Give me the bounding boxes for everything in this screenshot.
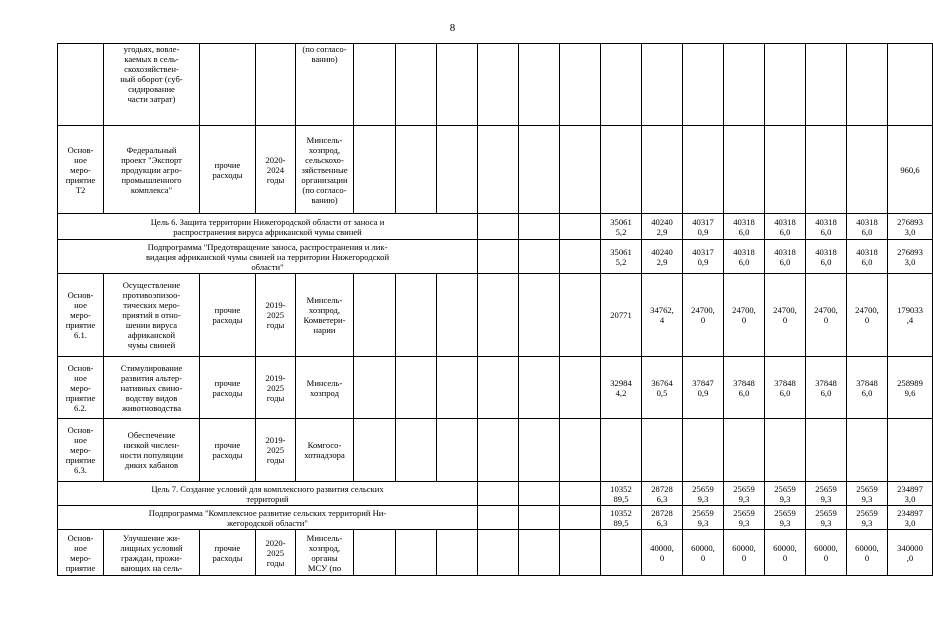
measure-code: Основ- ное меро- приятие (58, 530, 104, 576)
expense-type: прочие расходы (200, 530, 256, 576)
measure-name: Федеральный проект "Экспорт продукции агро- промышленного комплекса" (104, 126, 200, 214)
subprogram-heading: Подпрограмма "Комплексное развитие сельских территорий Ни- жегородской области" (58, 506, 478, 530)
value-cell: 24700, 0 (847, 274, 888, 357)
value-cell: 36764 0,5 (642, 357, 683, 419)
value-cell (806, 126, 847, 214)
value-cell: 40240 2,9 (642, 214, 683, 240)
measure-name: Осуществление противоэпизоо- тических меро- приятий в отно- шении вируса африканской чумы свиней (104, 274, 200, 357)
value-cell: 40000, 0 (642, 530, 683, 576)
table-row (58, 506, 933, 530)
value-cell: 60000, 0 (806, 530, 847, 576)
value-cell: 24700, 0 (724, 274, 765, 357)
table-row (58, 530, 933, 576)
table-row (58, 357, 933, 419)
value-cell: 960,6 (888, 126, 933, 214)
value-cell: 10352 89,5 (601, 482, 642, 506)
executor: Минсель- хозпрод, Комветери- нарии (296, 274, 354, 357)
value-cell: 25659 9,3 (683, 506, 724, 530)
value-cell: 60000, 0 (724, 530, 765, 576)
value-cell: 40317 0,9 (683, 240, 724, 274)
value-cell: 28728 6,3 (642, 482, 683, 506)
value-cell: 40318 6,0 (724, 214, 765, 240)
value-cell: 258989 9,6 (888, 357, 933, 419)
value-cell: 40318 6,0 (847, 214, 888, 240)
value-cell: 25659 9,3 (806, 506, 847, 530)
value-cell: 28728 6,3 (642, 506, 683, 530)
measure-code: Основ- ное меро- приятие 6.2. (58, 357, 104, 419)
period: 2020- 2024 годы (256, 126, 296, 214)
value-cell: 24700, 0 (683, 274, 724, 357)
value-cell: 25659 9,3 (847, 482, 888, 506)
table-row (58, 274, 933, 357)
budget-table (57, 43, 933, 576)
value-cell: 37847 0,9 (683, 357, 724, 419)
value-cell: 40317 0,9 (683, 214, 724, 240)
value-cell: 276893 3,0 (888, 214, 933, 240)
value-cell: 340000 ,0 (888, 530, 933, 576)
value-cell: 234897 3,0 (888, 482, 933, 506)
value-cell: 25659 9,3 (724, 482, 765, 506)
measure-code: Основ- ное меро- приятие 6.1. (58, 274, 104, 357)
goal-heading: Цель 7. Создание условий для комплексного развития сельских территорий (58, 482, 478, 506)
page-number: 8 (449, 22, 456, 34)
subprogram-heading: Подпрограмма "Предотвращение заноса, распространения и лик- видация африканской чумы свиней на территории Нижегородской области" (58, 240, 478, 274)
value-cell: 32984 4,2 (601, 357, 642, 419)
value-cell: 25659 9,3 (683, 482, 724, 506)
value-cell: 25659 9,3 (724, 506, 765, 530)
value-cell: 20771 (601, 274, 642, 357)
value-cell: 60000, 0 (765, 530, 806, 576)
value-cell: 179033 ,4 (888, 274, 933, 357)
value-cell: 25659 9,3 (806, 482, 847, 506)
value-cell: 37848 6,0 (765, 357, 806, 419)
value-cell: 35061 5,2 (601, 240, 642, 274)
measure-name: Стимулирование развития альтер- нативных свино- водству видов животноводства (104, 357, 200, 419)
table-row (58, 44, 933, 126)
period: 2019- 2025 годы (256, 274, 296, 357)
expense-type: прочие расходы (200, 357, 256, 419)
goal-heading: Цель 6. Защита территории Нижегородской области от заноса и распространения вируса африканской чумы свиней (58, 214, 478, 240)
value-cell: 40318 6,0 (765, 240, 806, 274)
value-cell: 40318 6,0 (847, 240, 888, 274)
value-cell: 25659 9,3 (847, 506, 888, 530)
value-cell (847, 126, 888, 214)
measure-code: Основ- ное меро- приятие 6.3. (58, 419, 104, 482)
value-cell: 276893 3,0 (888, 240, 933, 274)
value-cell: 24700, 0 (806, 274, 847, 357)
period: 2020- 2025 годы (256, 530, 296, 576)
value-cell: 234897 3,0 (888, 506, 933, 530)
table-row (58, 126, 933, 214)
value-cell: 34762, 4 (642, 274, 683, 357)
value-cell: 40318 6,0 (806, 240, 847, 274)
measure-code: Основ- ное меро- приятие Т2 (58, 126, 104, 214)
expense-type: прочие расходы (200, 419, 256, 482)
value-cell (601, 530, 642, 576)
value-cell: 37848 6,0 (806, 357, 847, 419)
table-row (58, 214, 933, 240)
measure-name: Улучшение жи- лищных условий граждан, прожи- вающих на сель- (104, 530, 200, 576)
value-cell: 37848 6,0 (847, 357, 888, 419)
table-row (58, 482, 933, 506)
expense-type: прочие расходы (200, 126, 256, 214)
value-cell: 60000, 0 (683, 530, 724, 576)
executor: Минсель- хозпрод (296, 357, 354, 419)
executor: Комгосо- хотнадзора (296, 419, 354, 482)
value-cell: 25659 9,3 (765, 506, 806, 530)
measure-name: угодьях, вовле- каемых в сель- скохозяйствен- ный оборот (суб- сидирование части затрат) (104, 44, 200, 126)
period: 2019- 2025 годы (256, 357, 296, 419)
value-cell: 24700, 0 (765, 274, 806, 357)
period: 2019- 2025 годы (256, 419, 296, 482)
value-cell: 40240 2,9 (642, 240, 683, 274)
value-cell: 10352 89,5 (601, 506, 642, 530)
executor: Минсель- хозпрод, сельскохо- зяйственные организации (по согласо- ванию) (296, 126, 354, 214)
value-cell: 37848 6,0 (724, 357, 765, 419)
value-cell (765, 126, 806, 214)
value-cell: 60000, 0 (847, 530, 888, 576)
table-row (58, 419, 933, 482)
expense-type: прочие расходы (200, 274, 256, 357)
table-row (58, 240, 933, 274)
measure-name: Обеспечение низкой числен- ности популяции диких кабанов (104, 419, 200, 482)
executor: Минсель- хозпрод, органы МСУ (по (296, 530, 354, 576)
value-cell: 40318 6,0 (724, 240, 765, 274)
executor: (по согласо- ванию) (296, 44, 354, 126)
value-cell: 40318 6,0 (806, 214, 847, 240)
value-cell: 25659 9,3 (765, 482, 806, 506)
value-cell: 40318 6,0 (765, 214, 806, 240)
value-cell: 35061 5,2 (601, 214, 642, 240)
